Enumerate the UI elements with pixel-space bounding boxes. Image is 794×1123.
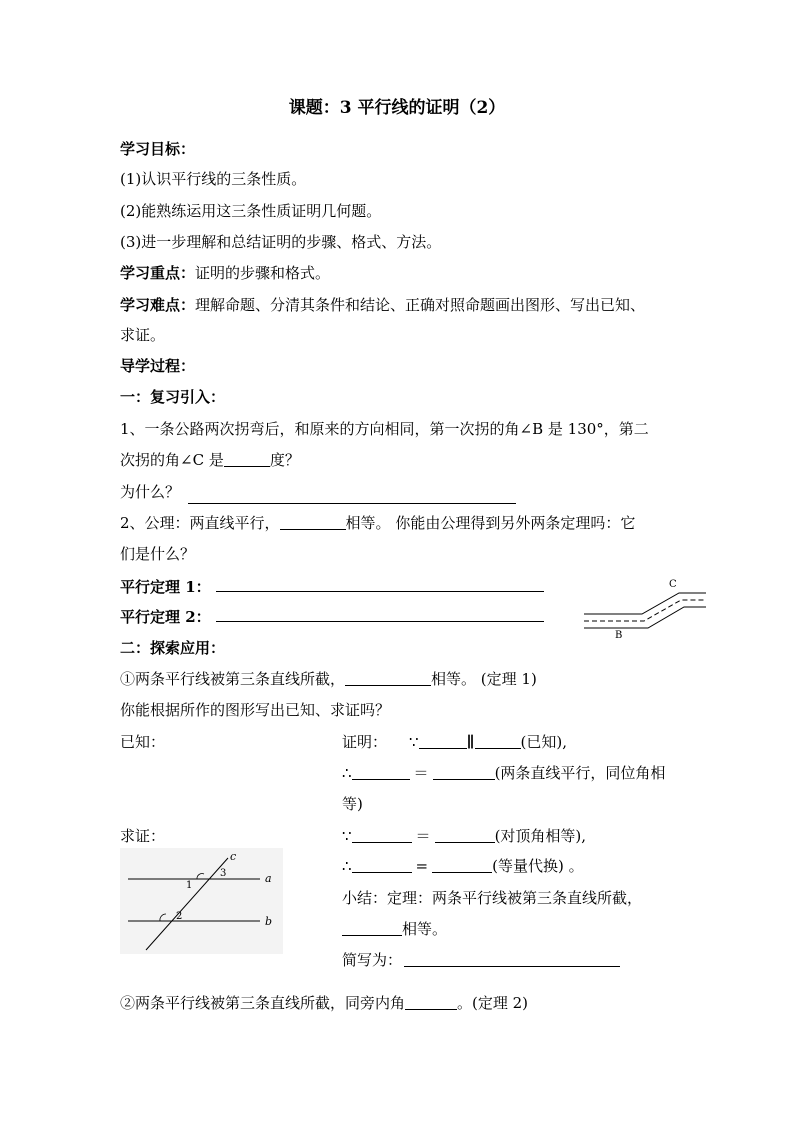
question-1-text: 次拐的角∠C 是	[120, 451, 224, 469]
because-symbol: ∵	[409, 733, 419, 751]
item-1-text: ①两条平行线被第三条直线所截，	[120, 670, 346, 688]
label-angle-2: 2	[176, 911, 183, 922]
explore-heading: 二：探索应用：	[120, 639, 226, 657]
question-1-line1: 1、一条公路两次拐弯后，和原来的方向相同，第一次拐的角∠B 是 130°，第二	[120, 420, 649, 438]
answer-blank[interactable]	[224, 451, 270, 467]
item-2-text: ②两条平行线被第三条直线所截，同旁内角	[120, 994, 406, 1012]
theorem-1-label: 平行定理 1：	[120, 578, 211, 596]
key-point-text: 证明的步骤和格式。	[195, 264, 331, 282]
proof-reason: (等量代换) 。	[492, 857, 584, 875]
theorem-1-answer-line[interactable]	[216, 591, 544, 592]
proof-line-1	[342, 732, 567, 752]
summary-line-2	[342, 919, 447, 939]
why-answer-line[interactable]	[188, 503, 516, 504]
proof-line-3	[342, 826, 586, 846]
why-label: 为什么？	[120, 483, 181, 501]
difficulty	[120, 295, 645, 315]
difficulty-text: 理解命题、分清其条件和结论、正确对照命题画出图形、写出已知、	[195, 296, 646, 314]
equals-sign: =	[415, 857, 429, 875]
question-2-text: 2、公理：两直线平行，	[120, 514, 280, 532]
summary-line-1: 小结：定理：两条平行线被第三条直线所截，	[342, 889, 643, 907]
label-c: C	[669, 579, 677, 590]
page-title: 课题：3 平行线的证明（2）	[288, 98, 506, 118]
prove-label: 求证：	[120, 827, 166, 845]
review-heading: 一：复习引入：	[120, 388, 226, 406]
theorem-2-answer-line[interactable]	[216, 621, 544, 622]
label-line-c: c	[230, 850, 237, 863]
objective-item: (1)认识平行线的三条性质。	[120, 170, 307, 188]
explore-prompt: 你能根据所作的图形写出已知、求证吗？	[120, 701, 391, 719]
proof-line-2	[342, 763, 665, 783]
theorem-2-label: 平行定理 2：	[120, 608, 211, 626]
label-angle-1: 1	[186, 880, 193, 891]
item-2-text-end: 。(定理 2)	[457, 994, 529, 1012]
road-center-line	[584, 600, 706, 621]
therefore-symbol: ∴	[342, 764, 352, 782]
proof-reason: (已知),	[520, 733, 567, 751]
parallel-symbol: ∥	[466, 733, 475, 751]
proof-reason: (两条直线平行，同位角相	[494, 764, 666, 782]
answer-blank[interactable]	[342, 920, 402, 936]
answer-blank[interactable]	[432, 857, 492, 873]
equals-sign: ＝	[415, 827, 431, 845]
answer-blank[interactable]	[475, 733, 521, 749]
answer-blank[interactable]	[280, 514, 346, 530]
item-1-text-end: 相等。 (定理 1)	[431, 670, 537, 688]
given-label: 已知：	[120, 733, 166, 751]
road-edge-bottom	[584, 607, 706, 628]
summary-text: 相等。	[402, 920, 448, 938]
therefore-symbol: ∴	[342, 857, 352, 875]
angle-figure	[120, 848, 283, 954]
objective-item: (2)能熟练运用这三条性质证明几何题。	[120, 202, 382, 220]
label-angle-3: 3	[220, 868, 227, 879]
answer-blank[interactable]	[433, 764, 495, 780]
proof-reason: (对顶角相等),	[494, 827, 587, 845]
road-figure	[578, 576, 712, 642]
question-2-line1	[120, 513, 635, 533]
equals-sign: ＝	[413, 764, 429, 782]
key-point-label: 学习重点：	[120, 264, 196, 282]
question-2-line2: 们是什么？	[120, 545, 196, 563]
proof-line-2-cont: 等)	[342, 795, 363, 813]
proof-line-4	[342, 856, 584, 876]
answer-blank[interactable]	[419, 733, 467, 749]
label-line-b: b	[265, 915, 273, 928]
explore-item-2	[120, 993, 528, 1013]
because-symbol: ∵	[342, 827, 352, 845]
key-point	[120, 263, 330, 283]
difficulty-label: 学习难点：	[120, 296, 196, 314]
answer-blank[interactable]	[352, 827, 412, 843]
road-edge-top	[584, 593, 706, 614]
objectives-heading: 学习目标：	[120, 140, 196, 158]
label-line-a: a	[265, 872, 272, 885]
label-b: B	[615, 630, 623, 641]
objective-item: (3)进一步理解和总结证明的步骤、格式、方法。	[120, 233, 442, 251]
question-1-unit: 度？	[269, 451, 300, 469]
question-2-text-end: 相等。 你能由公理得到另外两条定理吗：它	[345, 514, 636, 532]
proof-label: 证明：	[342, 733, 388, 751]
short-form-answer-line[interactable]	[404, 966, 620, 967]
question-1-line2	[120, 450, 300, 470]
answer-blank[interactable]	[405, 994, 457, 1010]
answer-blank[interactable]	[345, 670, 431, 686]
difficulty-line2: 求证。	[120, 326, 166, 344]
answer-blank[interactable]	[352, 764, 410, 780]
guide-heading: 导学过程：	[120, 357, 196, 375]
answer-blank[interactable]	[352, 857, 412, 873]
explore-item-1	[120, 669, 537, 689]
answer-blank[interactable]	[435, 827, 495, 843]
short-form-label: 简写为：	[342, 951, 403, 969]
